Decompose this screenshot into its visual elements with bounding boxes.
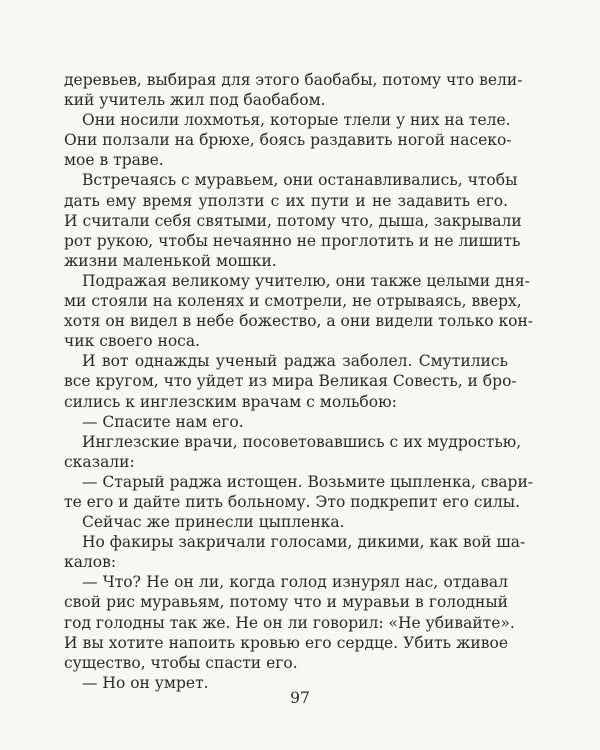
text-line: Но факиры закричали голосами, дикими, как вой ша- xyxy=(82,533,526,552)
text-line: — Старый раджа истощен. Возьмите цыпленка, свари- xyxy=(82,472,534,491)
text-line: — Спасите нам его. xyxy=(82,412,244,431)
text-line: рот рукою, чтобы нечаянно не проглотить и не лишить xyxy=(64,231,521,250)
text-line: ми стояли на коленях и смотрели, не отрываясь, вверх, xyxy=(64,292,522,311)
text-line: год голодны так же. Не он ли говорил: «Не убивайте». xyxy=(64,613,515,632)
text-line: дать ему время уползти с их пути и не задавить его. xyxy=(64,191,508,210)
text-line: сились к инглезским врачам с мольбою: xyxy=(64,392,397,411)
text-line: кий учитель жил под баобабом. xyxy=(64,91,326,110)
text-line: — Что? Не он ли, когда голод изнурял нас, отдавал xyxy=(82,573,508,592)
text-line: хотя он видел в небе божество, а они видели только кон- xyxy=(64,312,534,331)
text-line: сказали: xyxy=(64,452,135,471)
text-line: Сейчас же принесли цыпленка. xyxy=(82,513,345,532)
text-line: И вот однажды ученый раджа заболел. Смутились xyxy=(82,352,508,371)
text-line: существо, чтобы спасти его. xyxy=(64,653,298,672)
text-line: — Но он умрет. xyxy=(82,673,209,692)
text-line: мое в траве. xyxy=(64,151,164,170)
text-line: Инглезские врачи, посоветовавшись с их мудростью, xyxy=(82,432,522,451)
page-text xyxy=(64,70,534,693)
text-line: те его и дайте пить больному. Это подкрепит его силы. xyxy=(64,492,521,511)
text-line: Они ползали на брюхе, боясь раздавить ногой насеко- xyxy=(64,131,512,150)
text-line: И считали себя святыми, потому что, дыша, закрывали xyxy=(64,211,522,230)
text-line: калов: xyxy=(64,553,117,572)
page-number: 97 xyxy=(290,689,310,707)
text-line: чик своего носа. xyxy=(64,332,200,351)
text-line: свой рис муравьям, потому что и муравьи в голодный xyxy=(64,593,508,612)
text-line: жизни маленькой мошки. xyxy=(64,251,277,270)
text-line: Встречаясь с муравьем, они останавливались, чтобы xyxy=(82,171,518,190)
text-line: все кругом, что уйдет из мира Великая Совесть, и бро- xyxy=(64,372,517,391)
text-line: Подражая великому учителю, они также целыми дня- xyxy=(82,271,530,290)
text-line: И вы хотите напоить кровью его сердце. Убить живое xyxy=(64,633,508,652)
text-line: Они носили лохмотья, которые тлели у них на теле. xyxy=(82,111,511,130)
text-line: деревьев, выбирая для этого баобабы, потому что вели- xyxy=(64,71,523,89)
